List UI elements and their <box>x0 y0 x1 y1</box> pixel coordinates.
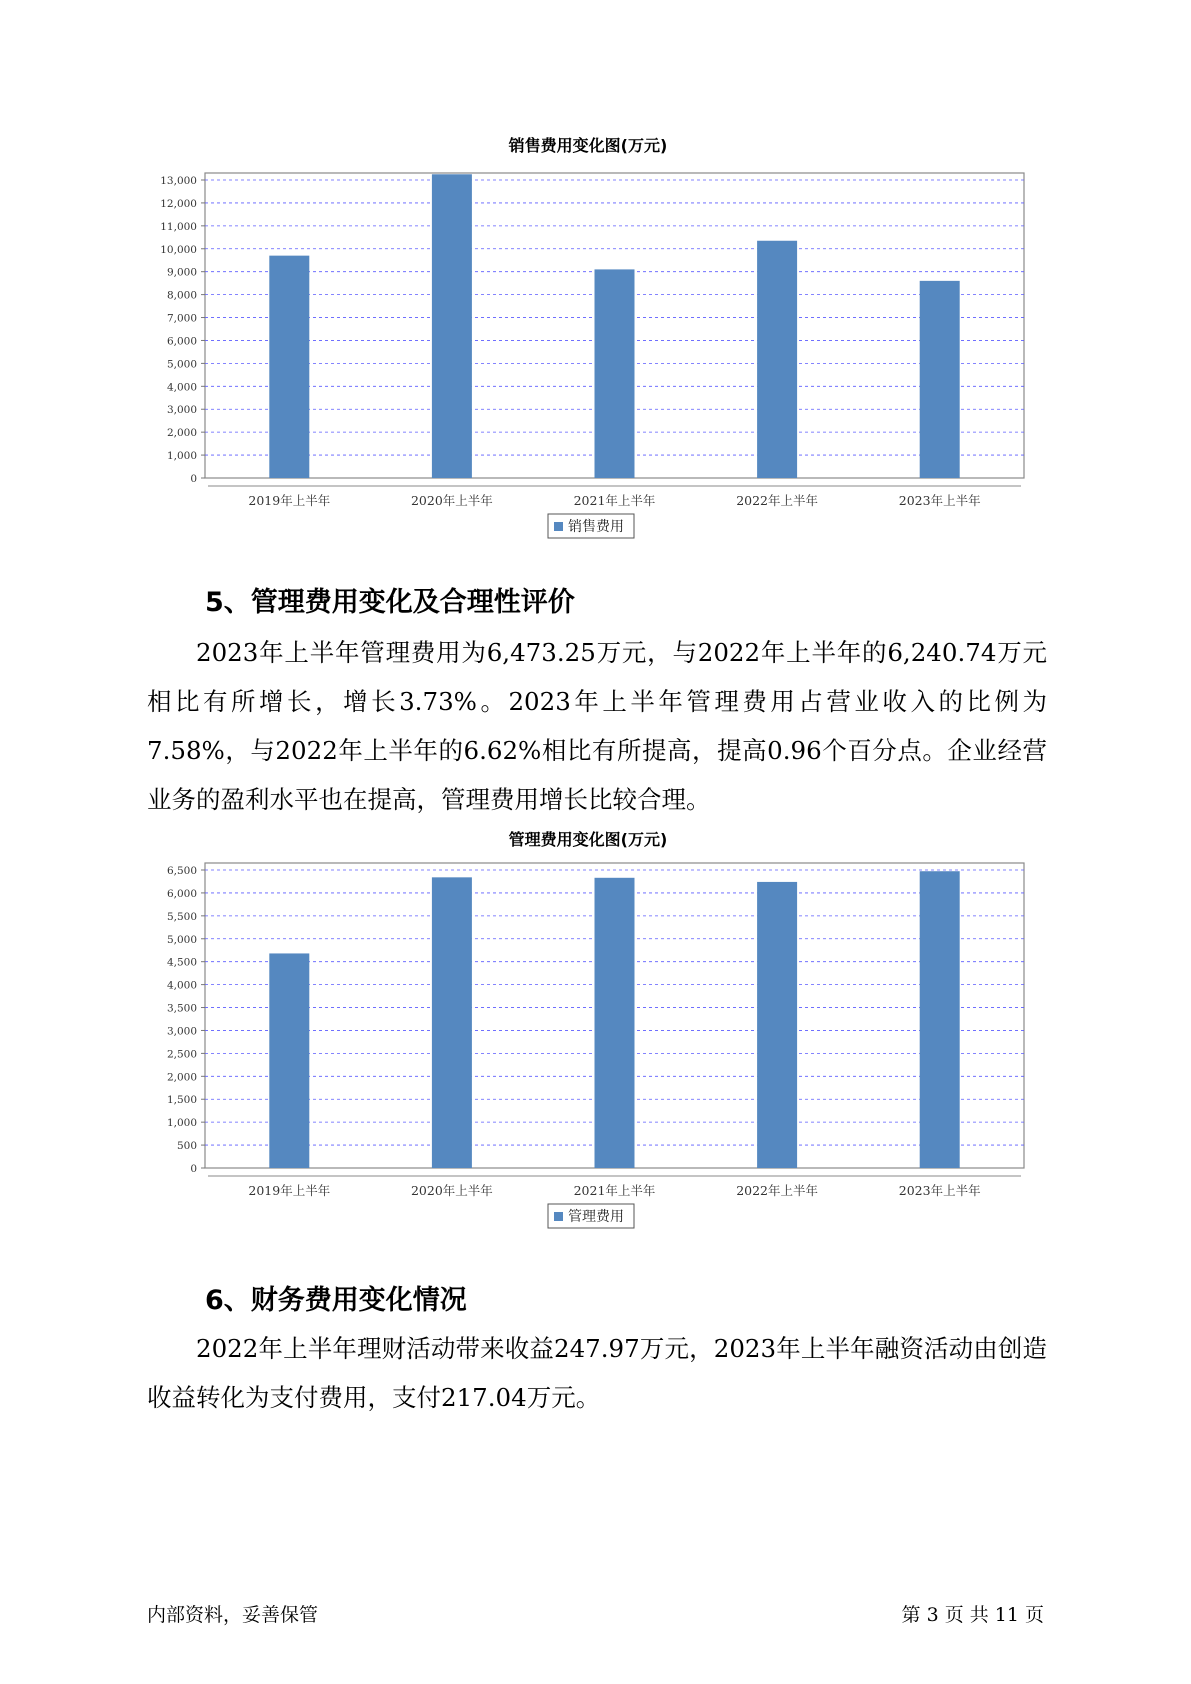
section5-paragraph: 2023年上半年管理费用为6,473.25万元，与2022年上半年的6,240.74万元相比有所增长，增长3.73%。2023年上半年管理费用占营业收入的比例为7.58%，与2022年上半年的6.62%相比有所提高，提高0.96个百分点。企业经营业务的盈利水平也在提高，管理费用增长比较合理。 <box>147 638 1047 814</box>
bar <box>757 241 797 478</box>
bar <box>757 882 797 1168</box>
bar <box>432 174 472 478</box>
x-tick-label: 2022年上半年 <box>736 1183 819 1198</box>
y-tick-label: 11,000 <box>160 220 197 233</box>
section6-paragraph: 2022年上半年理财活动带来收益247.97万元，2023年上半年融资活动由创造收益转化为支付费用，支付217.04万元。 <box>147 1334 1047 1412</box>
section5-heading: 5、管理费用变化及合理性评价 <box>205 587 575 618</box>
y-tick-label: 10,000 <box>160 243 197 256</box>
bar <box>595 878 635 1168</box>
legend-swatch <box>554 522 563 531</box>
bar <box>920 871 960 1168</box>
y-tick-label: 12,000 <box>160 197 197 210</box>
y-tick-label: 1,000 <box>166 450 197 463</box>
y-tick-label: 1,000 <box>166 1117 197 1130</box>
y-tick-label: 8,000 <box>166 289 197 302</box>
y-tick-label: 5,000 <box>166 358 197 371</box>
bar <box>269 953 309 1168</box>
bar <box>595 269 635 478</box>
bar <box>269 256 309 478</box>
section6-heading: 6、财务费用变化情况 <box>205 1285 467 1316</box>
y-tick-label: 6,500 <box>166 865 197 877</box>
legend-label: 管理费用 <box>568 1209 624 1225</box>
y-tick-label: 2,000 <box>166 427 197 440</box>
management-expense-chart-svg <box>150 860 1026 1240</box>
y-tick-label: 6,000 <box>166 335 197 348</box>
bar <box>432 877 472 1168</box>
y-tick-label: 5,000 <box>166 933 197 946</box>
y-tick-label: 500 <box>176 1140 197 1153</box>
x-tick-label: 2023年上半年 <box>898 493 981 508</box>
y-tick-label: 1,500 <box>166 1094 197 1107</box>
y-tick-label: 2,000 <box>166 1071 197 1084</box>
x-tick-label: 2022年上半年 <box>736 493 819 508</box>
y-tick-label: 4,500 <box>166 956 197 969</box>
y-tick-label: 3,500 <box>166 1002 197 1015</box>
y-tick-label: 7,000 <box>166 312 197 325</box>
management-expense-chart <box>150 860 1026 1240</box>
x-tick-label: 2020年上半年 <box>410 1183 493 1198</box>
x-tick-label: 2021年上半年 <box>573 1183 656 1198</box>
legend-swatch <box>554 1212 563 1221</box>
x-tick-label: 2023年上半年 <box>898 1183 981 1198</box>
legend-label: 销售费用 <box>568 519 624 535</box>
footer-confidential: 内部资料，妥善保管 <box>147 1604 319 1626</box>
sales-expense-chart <box>150 170 1026 550</box>
x-tick-label: 2019年上半年 <box>248 1183 331 1198</box>
y-tick-label: 0 <box>190 473 197 485</box>
bar <box>920 281 960 478</box>
y-tick-label: 3,000 <box>166 1025 197 1038</box>
x-tick-label: 2020年上半年 <box>410 493 493 508</box>
y-tick-label: 3,000 <box>166 404 197 417</box>
y-tick-label: 4,000 <box>166 381 197 394</box>
y-tick-label: 9,000 <box>166 266 197 279</box>
y-tick-label: 6,000 <box>166 887 197 900</box>
footer-page-number: 第 3 页 共 11 页 <box>901 1604 1044 1626</box>
y-tick-label: 0 <box>190 1163 197 1175</box>
y-tick-label: 13,000 <box>160 175 197 187</box>
chart1-title: 销售费用变化图(万元) <box>508 136 668 155</box>
chart2-title: 管理费用变化图(万元) <box>508 830 668 849</box>
y-tick-label: 2,500 <box>166 1048 197 1061</box>
sales-expense-chart-svg <box>150 170 1026 550</box>
x-tick-label: 2019年上半年 <box>248 493 331 508</box>
x-tick-label: 2021年上半年 <box>573 493 656 508</box>
y-tick-label: 4,000 <box>166 979 197 992</box>
y-tick-label: 5,500 <box>166 910 197 923</box>
